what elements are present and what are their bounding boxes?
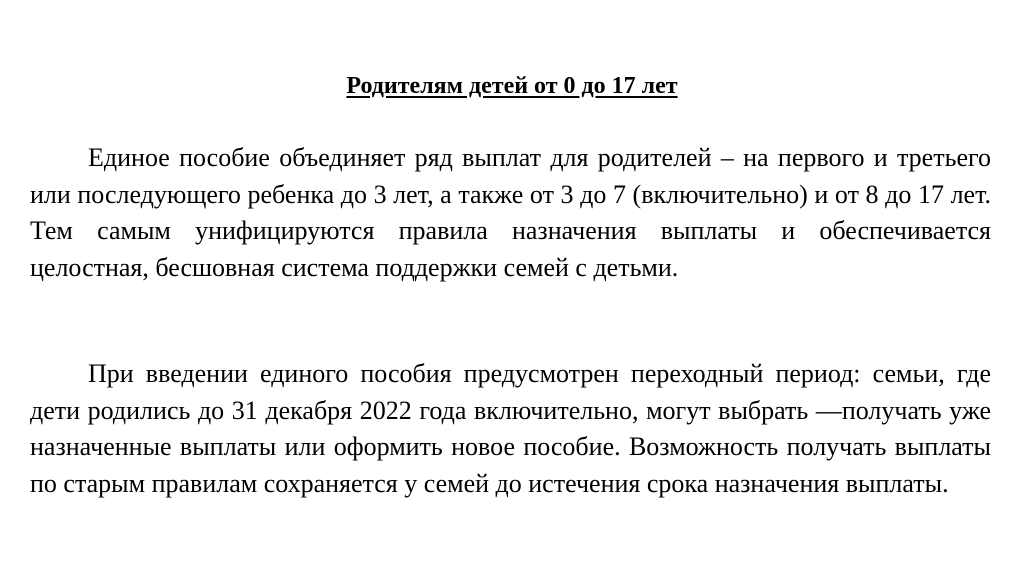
page-title: Родителям детей от 0 до 17 лет — [346, 73, 678, 99]
paragraph-unified-benefit: Единое пособие объединяет ряд выплат для родителей – на первого и третьего или последующего ребенка до 3 лет, а также от 3 до 7 (включительно) и от 8 до 17 лет. Тем самым унифицируются правила назначения выплаты и обеспечивается целостная, бесшовная система поддержки семей с детьми. — [30, 143, 991, 282]
paragraph-transition-period: При введении единого пособия предусмотрен переходный период: семьи, где дети родились до 31 декабря 2022 года включительно, могут выбрать —получать уже назначенные выплаты или оформить новое пособие. Возможность получать выплаты по старым правилам сохраняется у семей до истечения срока назначения выплаты. — [30, 359, 991, 498]
